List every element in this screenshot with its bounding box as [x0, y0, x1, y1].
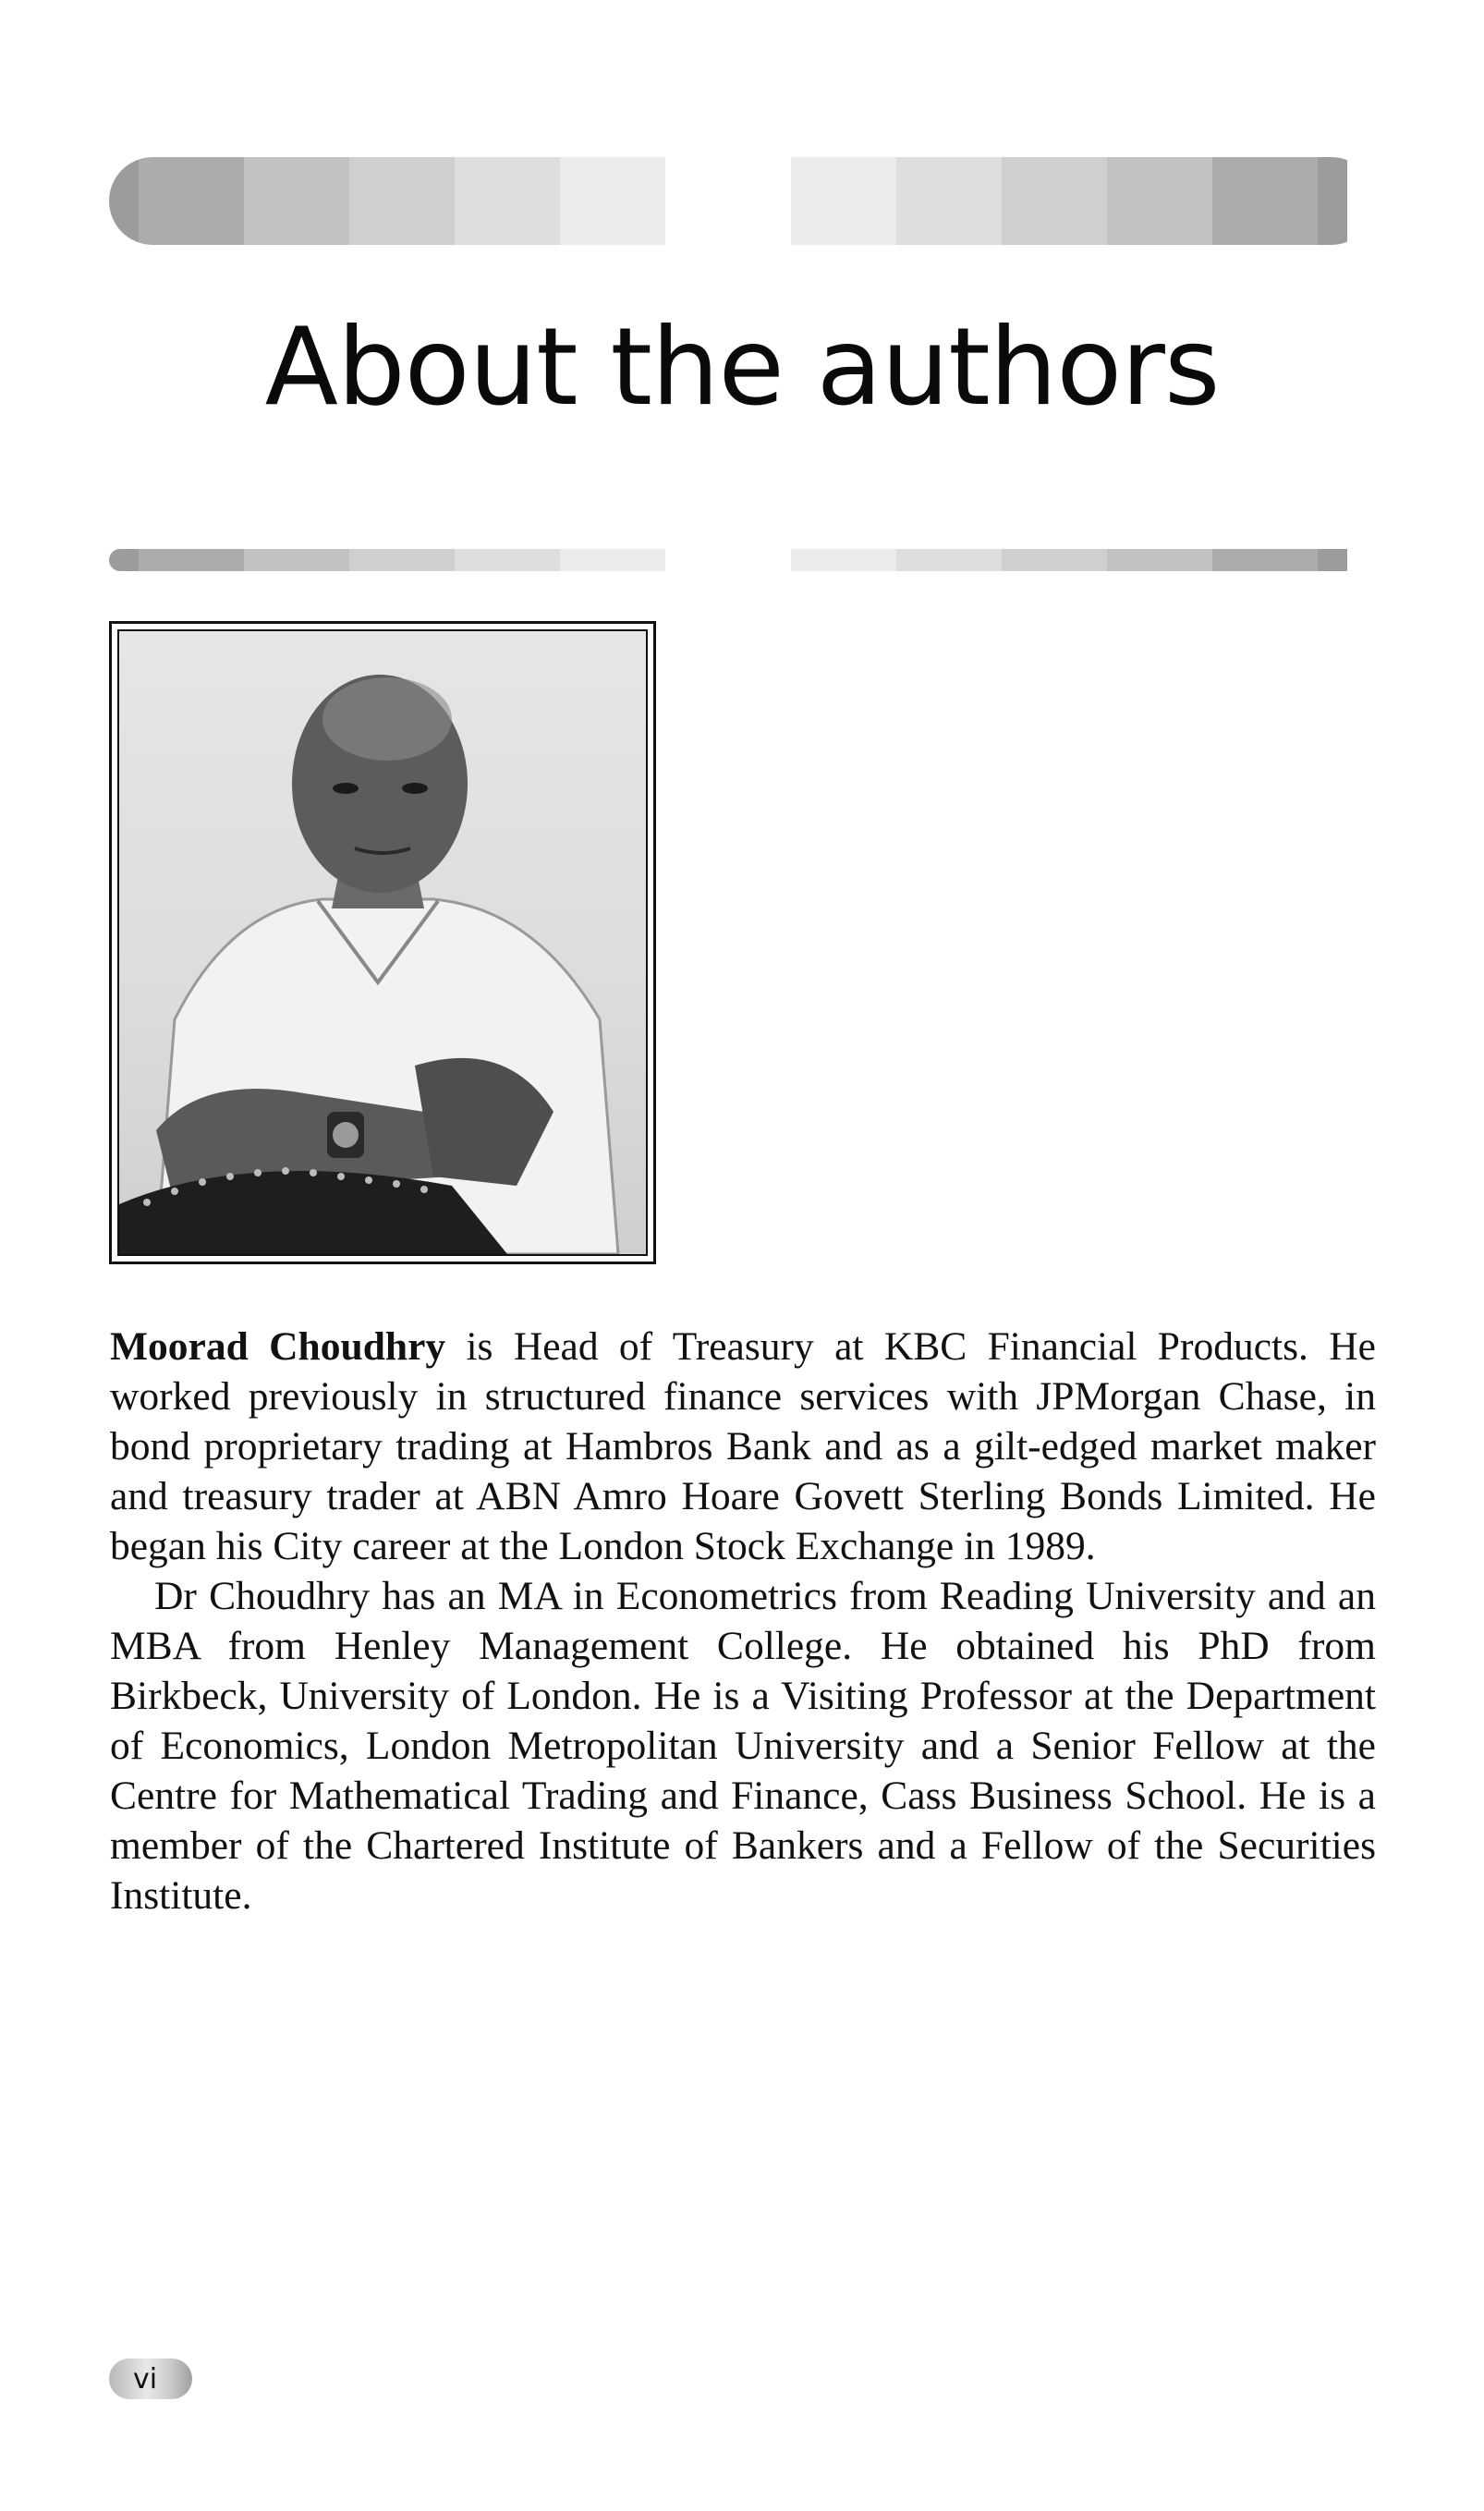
bar-segment [349, 549, 455, 571]
bar-segment [1107, 549, 1212, 571]
page-title: About the authors [264, 305, 1220, 430]
bar-segment [139, 549, 244, 571]
author-bio [110, 1322, 1376, 1920]
bar-segment [1107, 157, 1212, 245]
bar-segment [244, 549, 349, 571]
page-number: vi [132, 2362, 158, 2395]
bar-segment [455, 549, 560, 571]
bar-segment [1318, 157, 1347, 245]
bar-segment [1318, 549, 1347, 571]
bar-segment [896, 549, 1002, 571]
portrait-illustration [119, 631, 646, 1254]
bio-paragraph-1 [110, 1322, 1376, 1571]
bar-segment [244, 157, 349, 245]
decorative-bar-bottom-left [109, 549, 693, 571]
bio-paragraph-1-text: is Head of Treasury at KBC Financial Products. He worked previously in structured finance services with JPMorgan Chase, in bond proprietary trading at Hambros Bank and as a gilt-edged market maker and treasury trader at ABN Amro Hoare Govett Sterling Bonds Limited. He began his City career at the London Stock Exchange in 1989. [110, 1324, 1376, 1568]
bar-segment [349, 157, 455, 245]
bar-segment [560, 157, 665, 245]
author-name: Moorad Choudhry [110, 1324, 446, 1369]
bar-segment [139, 157, 244, 245]
bar-segment [1002, 549, 1107, 571]
page-number-tab [109, 2359, 192, 2399]
bar-segment [109, 157, 139, 245]
bar-segment [896, 157, 1002, 245]
bar-segment [1212, 157, 1318, 245]
bio-paragraph-2: Dr Choudhry has an MA in Econometrics from Reading University and an MBA from Henley Management College. He obtained his PhD from Birkbeck, University of London. He is a Visiting Professor at the Department of Economics, London Metropolitan University and a Senior Fellow at the Centre for Mathematical Trading and Finance, Cass Business School. He is a member of the Chartered Institute of Bankers and a Fellow of the Securities Institute. [110, 1574, 1376, 1918]
bar-segment [109, 549, 139, 571]
bar-segment [455, 157, 560, 245]
bar-segment [1002, 157, 1107, 245]
bar-segment [560, 549, 665, 571]
bar-segment [1212, 549, 1318, 571]
decorative-bar-bottom-right [791, 549, 1375, 571]
decorative-bar-top-left [109, 157, 693, 245]
bar-segment [791, 157, 896, 245]
decorative-bar-top-right [791, 157, 1375, 245]
bar-segment [791, 549, 896, 571]
author-photo [109, 621, 656, 1264]
author-photo-image [117, 629, 648, 1256]
